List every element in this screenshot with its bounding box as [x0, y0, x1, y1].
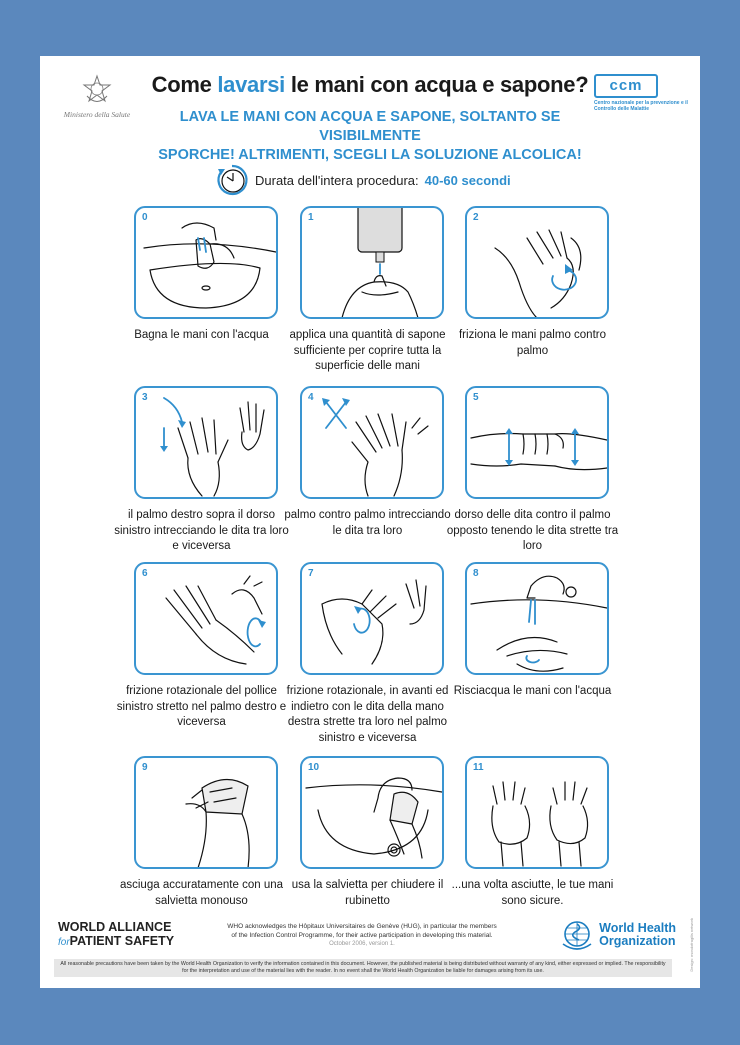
- step-illustration: [300, 386, 444, 499]
- wapt-line-1: WORLD ALLIANCE: [58, 920, 172, 934]
- ack-line-2: of the Infection Control Programme, for their active participation in developing this material.: [231, 932, 493, 939]
- acknowledgement: [212, 922, 512, 949]
- step-number: 4: [308, 392, 314, 403]
- step-number: 0: [142, 212, 148, 223]
- thumb-rotation-icon: [136, 564, 278, 675]
- palm-to-palm-icon: [467, 208, 609, 319]
- back-of-hand-icon: [136, 388, 278, 499]
- step-caption: ...una volta asciutte, le tue mani sono sicure.: [451, 879, 614, 907]
- step-caption: asciuga accuratamente con una salvietta monouso: [119, 879, 284, 907]
- subtitle-line-2: SPORCHE! ALTRIMENTI, SCEGLI LA SOLUZIONE ALCOLICA!: [158, 147, 582, 163]
- step-illustration: [134, 206, 278, 319]
- who-line-1: World Health: [599, 921, 676, 935]
- disclaimer: All reasonable precautions have been taken by the World Health Organization to verify the information contained in this document. However, the published material is being distributed without warranty of any kind, either expressed or implied. The responsibility for the interpretation and use of the material lies with the reader. In no event shall the World Health Organization be liable for damages arising from its use.: [54, 959, 672, 977]
- clock-icon: [215, 163, 249, 197]
- step-caption: palmo contro palmo intrecciando le dita tra loro: [284, 509, 451, 537]
- step-caption: il palmo destro sopra il dorso sinistro intrecciando le dita tra loro e viceversa: [114, 509, 289, 552]
- step-illustration: [134, 562, 278, 675]
- step-number: 2: [473, 212, 479, 223]
- close-tap-icon: [302, 758, 444, 869]
- step-caption: friziona le mani palmo contro palmo: [458, 329, 606, 357]
- step-caption: Risciacqua le mani con l'acqua: [453, 685, 612, 697]
- step-illustration: [134, 386, 278, 499]
- who-name: [599, 922, 676, 948]
- back-of-fingers-icon: [467, 388, 609, 499]
- step-illustration: [465, 206, 609, 319]
- step-number: 3: [142, 392, 148, 403]
- poster: [40, 56, 700, 988]
- wapt-line-2: PATIENT SAFETY: [69, 934, 175, 948]
- duration-value: 40-60 secondi: [424, 172, 511, 188]
- step-caption: frizione rotazionale, in avanti ed indietro con le dita della mano destra strette tra loro nel palmo sinistro e viceversa: [286, 685, 449, 744]
- step-number: 11: [473, 762, 484, 773]
- step-number: 8: [473, 568, 479, 579]
- title-suffix: le mani con acqua e sapone?: [290, 72, 589, 97]
- step-caption: frizione rotazionale del pollice sinistro stretto nel palmo destro e viceversa: [116, 685, 287, 728]
- step-caption: Bagna le mani con l'acqua: [134, 329, 269, 341]
- fingertips-rotation-icon: [302, 564, 444, 675]
- design-credit: Design: mondofragilis network: [689, 918, 694, 972]
- duration-row: [215, 162, 511, 198]
- rinse-hands-icon: [467, 564, 609, 675]
- step-caption: dorso delle dita contro il palmo opposto tenendo le dita strette tra loro: [446, 509, 619, 552]
- step-illustration: [134, 756, 278, 869]
- step-number: 10: [308, 762, 320, 773]
- ack-date: October 2006, version 1.: [329, 941, 395, 947]
- who-logo: [559, 918, 676, 952]
- step-number: 9: [142, 762, 148, 773]
- title-prefix: Come: [151, 72, 212, 97]
- step-number: 7: [308, 568, 314, 579]
- duration-label: Durata dell'intera procedura:: [255, 172, 419, 188]
- step-number: 5: [473, 392, 479, 403]
- interlaced-fingers-icon: [302, 388, 444, 499]
- title-accent: lavarsi: [217, 72, 285, 97]
- step-illustration: [465, 386, 609, 499]
- step-number: 1: [308, 212, 314, 223]
- wet-hands-icon: [136, 208, 278, 319]
- subtitle: [135, 108, 605, 165]
- towel-dry-icon: [136, 758, 278, 869]
- who-line-2: Organization: [599, 934, 676, 948]
- clean-hands-icon: [467, 758, 609, 869]
- ccm-logo-mark: ccm: [594, 74, 658, 98]
- soap-dispenser-icon: [302, 208, 444, 319]
- step-number: 6: [142, 568, 148, 579]
- step-illustration: [465, 562, 609, 675]
- step-caption: applica una quantità di sapone sufficiente per coprire tutta la superficie delle mani: [289, 329, 446, 372]
- subtitle-line-1: LAVA LE MANI CON ACQUA E SAPONE, SOLTANTO SE VISIBILMENTE: [179, 109, 561, 144]
- step-illustration: [300, 562, 444, 675]
- world-alliance-logo: [58, 920, 174, 950]
- step-caption: usa la salvietta per chiudere il rubinetto: [291, 879, 444, 907]
- step-illustration: [300, 206, 444, 319]
- who-emblem-icon: [559, 918, 595, 952]
- step-illustration: [300, 756, 444, 869]
- wapt-for: for: [58, 937, 70, 948]
- ccm-logo: [594, 74, 690, 112]
- ministry-name: Ministero della Salute: [63, 110, 131, 119]
- ack-line-1: WHO acknowledges the Hôpitaux Universitaires de Genève (HUG), in particular the members: [227, 923, 497, 930]
- ccm-subtitle: Centro nazionale per la prevenzione e il Controllo delle Malattie: [594, 100, 688, 112]
- step-illustration: [465, 756, 609, 869]
